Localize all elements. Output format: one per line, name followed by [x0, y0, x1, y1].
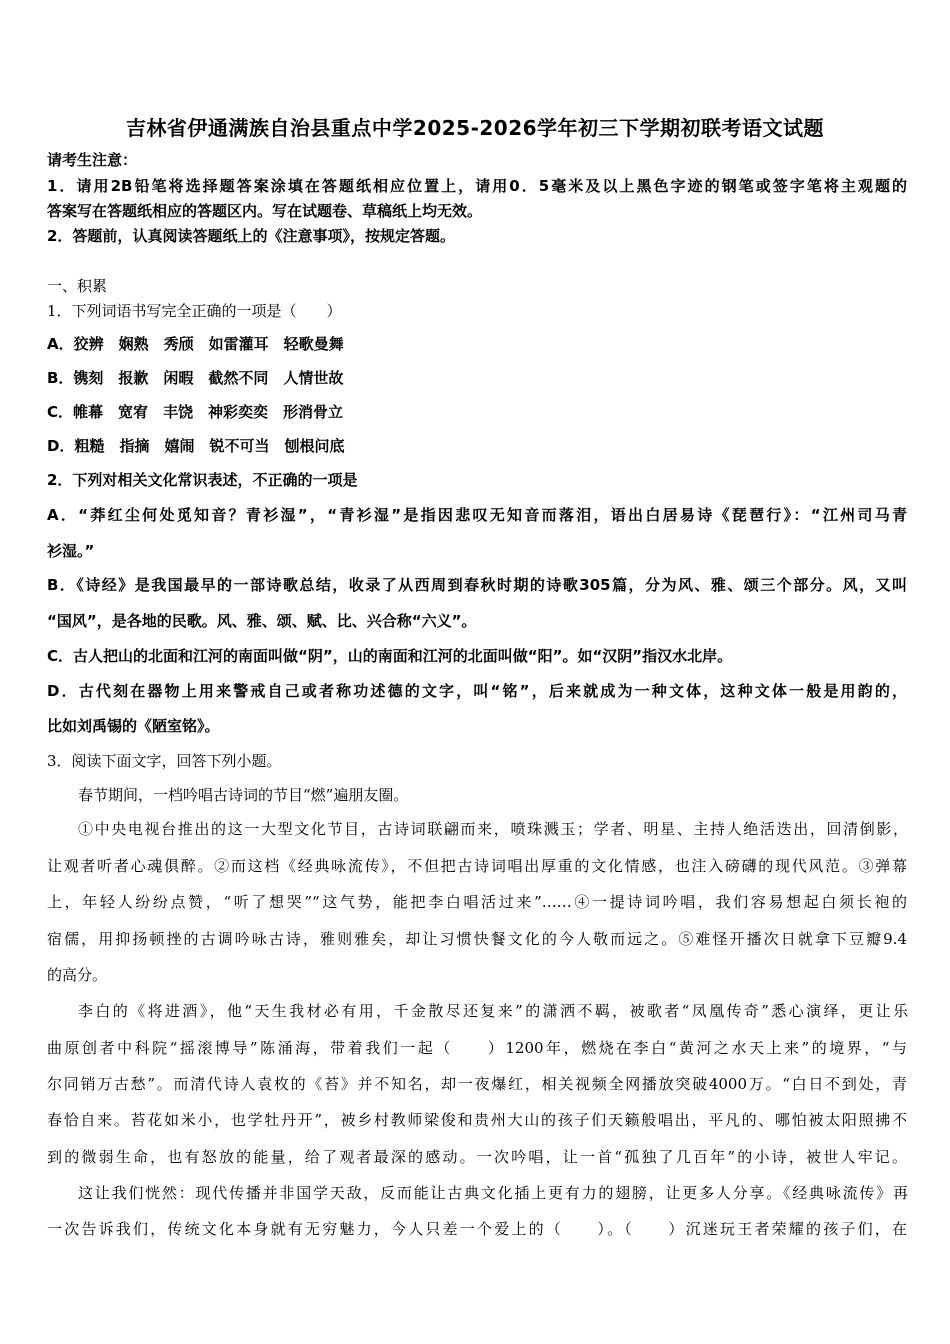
passage-paragraph-3-line-2: 曲原创者中科院“摇滚博导”陈涌海，带着我们一起（ ）1200年，燃烧在李白“黄河之水天上来”的境界，“与: [47, 1039, 907, 1057]
question-2-option-a-line-1: A．“莽红尘何处觅知音？青衫湿”，“青衫湿”是指因悲叹无知音而落泪，语出白居易诗《琵琶行》：“江州司马青: [47, 506, 907, 524]
question-1-option-d: D．粗糙 指摘 嬉闹 锐不可当 刨根问底: [47, 437, 345, 455]
question-3-stem: 3．阅读下面文字，回答下列小题。: [47, 752, 282, 770]
notice-item-1-line-2: 答案写在答题纸相应的答题区内。写在试题卷、草稿纸上均无效。: [47, 202, 483, 220]
passage-paragraph-3-line-4: 春恰自来。苔花如米小，也学牡丹开”，被乡村教师梁俊和贵州大山的孩子们天籁般唱出，平凡的、哪怕被太阳照拂不: [47, 1111, 907, 1129]
question-2-option-d-line-2: 比如刘禹锡的《陋室铭》。: [47, 717, 220, 735]
question-2-option-d-line-1: D．古代刻在器物上用来警戒自己或者称功述德的文字，叫“铭”，后来就成为一种文体，这种文体一般是用韵的，: [47, 682, 907, 700]
passage-paragraph-1: 春节期间，一档吟唱古诗词的节目“燃”遍朋友圈。: [78, 786, 409, 804]
passage-paragraph-3-line-3: 尔同销万古愁”。而清代诗人袁枚的《苔》并不知名，却一夜爆红，相关视频全网播放突破4000万。“白日不到处，青: [47, 1075, 907, 1093]
question-2-stem: 2．下列对相关文化常识表述，不正确的一项是: [47, 471, 358, 489]
notice-item-2: 2．答题前，认真阅读答题纸上的《注意事项》，按规定答题。: [47, 227, 455, 245]
passage-paragraph-4-line-1: 这让我们恍然：现代传播并非国学天敌，反而能让古典文化插上更有力的翅膀，让更多人分享。《经典咏流传》再: [78, 1184, 908, 1202]
passage-paragraph-4-line-2: 一次告诉我们，传统文化本身就有无穷魅力，今人只差一个爱上的（ ）。（ ）沉迷玩王者荣耀的孩子们，在: [47, 1220, 907, 1238]
question-1-stem: 1．下列词语书写完全正确的一项是（ ）: [47, 302, 342, 320]
passage-paragraph-2-line-2: 让观者听者心魂俱醉。②而这档《经典咏流传》，不但把古诗词唱出厚重的文化情感，也注入磅礴的现代风范。③弹幕: [47, 857, 907, 875]
notice-heading: 请考生注意：: [47, 151, 138, 169]
question-1-option-a: A．狡辨 娴熟 秀颀 如雷灌耳 轻歌曼舞: [47, 335, 344, 353]
question-2-option-a-line-2: 衫湿。”: [47, 542, 95, 560]
passage-paragraph-3-line-1: 李白的《将进酒》，他“天生我材必有用，千金散尽还复来”的潇洒不羁，被歌者“凤凰传奇”悉心演绎，更让乐: [78, 1002, 908, 1020]
question-1-option-c: C．帷幕 宽宥 丰饶 神彩奕奕 形消骨立: [47, 403, 344, 421]
passage-paragraph-3-line-5: 到的微弱生命，也有怒放的能量，给了观者最深的感动。一次吟唱，让一首“孤独了几百年”的小诗，被世人牢记。: [47, 1148, 907, 1166]
passage-paragraph-2-line-5: 的高分。: [47, 966, 108, 984]
question-2-option-c: C．古人把山的北面和江河的南面叫做“阴”，山的南面和江河的北面叫做“阳”。如“汉阴”指汉水北岸。: [47, 647, 733, 665]
section-heading: 一、积累: [47, 277, 108, 295]
question-2-option-b-line-2: “国风”，是各地的民歌。风、雅、颂、赋、比、兴合称“六义”。: [47, 612, 477, 630]
passage-paragraph-2-line-1: ①中央电视台推出的这一大型文化节目，古诗词联翩而来，喷珠溅玉；学者、明星、主持人绝活迭出，回清倒影，: [78, 820, 908, 838]
question-1-option-b: B．镌刻 报歉 闲暇 截然不同 人情世故: [47, 369, 344, 387]
passage-paragraph-2-line-3: 上，年轻人纷纷点赞，“听了想哭”“这气势，能把李白唱活过来”……④一提诗词吟唱，我们容易想起白须长袍的: [47, 893, 907, 911]
exam-title: 吉林省伊通满族自治县重点中学2025-2026学年初三下学期初联考语文试题: [125, 116, 825, 140]
passage-paragraph-2-line-4: 宿儒，用抑扬顿挫的古调吟咏古诗，雅则雅矣，却让习惯快餐文化的今人敬而远之。⑤难怪开播次日就拿下豆瓣9.4: [47, 930, 907, 948]
notice-item-1-line-1: 1．请用2B铅笔将选择题答案涂填在答题纸相应位置上，请用0．5毫米及以上黑色字迹的钢笔或签字笔将主观题的: [47, 177, 907, 195]
question-2-option-b-line-1: B．《诗经》是我国最早的一部诗歌总结，收录了从西周到春秋时期的诗歌305篇，分为风、雅、颂三个部分。风，又叫: [47, 576, 907, 594]
